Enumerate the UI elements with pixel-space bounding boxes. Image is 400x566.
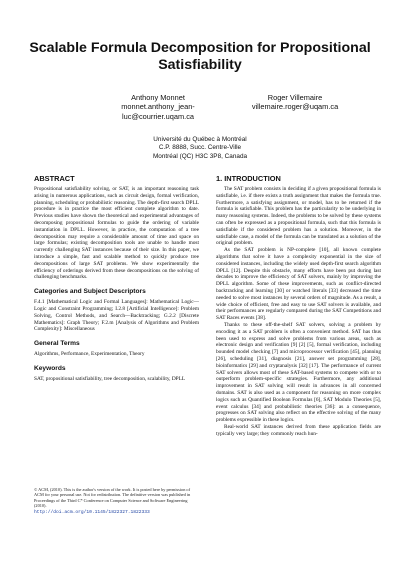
author-email: luc@courrier.uqam.ca (122, 111, 194, 121)
author-name: Anthony Monnet (131, 93, 185, 102)
affiliation-line: Montréal (QC) H3C 3P8, Canada (152, 152, 248, 160)
intro-paragraph: Real-world SAT instances derived from these application fields are typically very large; they commonly reach hun- (216, 423, 381, 437)
categories-text: F.4.1 [Mathematical Logic and Formal Languages]: Mathematical Logic—Logic and Constraint Programming; I.2.8 [Artificial Intelligence]: Problem Solving, Control Methods, and Search—Backtracking; G.2.2 [Discrete Mathematics]: Graph Theory; F.2.m [Analysis of Algorithms and Problem Complexity]: Miscellaneous (34, 299, 199, 333)
author-email: monnet.anthony_jean- (121, 102, 195, 112)
keywords-text: SAT, propositional satisfiability, tree decomposition, scalability, DPLL (34, 375, 186, 382)
intro-paragraph: The SAT problem consists in deciding if a given propositional formula is satisfiable, i.e. if there exists a truth assignment that makes the formula true. Furthermore, a satisfying assignment, or model, has to be returned if the formula is satisfiable. This problem has the particularity to be underlying in many reasoning systems. Indeed, the problems to be solved by these systems can often be expressed as a propositional formula, such that this formula is satisfiable if the considered problem has a solution. Moreover, in the satisfiable case, a model of the formula can be translated as a solution of the original problem. (216, 186, 381, 247)
right-column (216, 174, 381, 437)
left-column (34, 174, 199, 383)
abstract-heading: ABSTRACT (34, 174, 75, 183)
general-terms-text: Algorithms, Performance, Experimentation, Theory (34, 351, 145, 358)
intro-paragraph: As the SAT problem is NP-complete [10], all known complete algorithms that solve it have a complexity exponential in the size of considered instances, including the widely used depth-first search algorithm DPLL [12]. Despite this obstacle, many efforts have been put during last decades to improve the efficiency of SAT solvers, mainly by improving the DPLL algorithm. Some of these improvements, such as conflict-directed backtracking and learning [30] or watched literals [33] decreased the time needed to solve most instances by several orders of magnitude. As a result, a wide choice of efficient, free and easy to use SAT solvers is available, and their performances are regularly compared during the SAT Competitions and SAT Races events [38]. (216, 247, 381, 322)
affiliation-line: Université du Québec à Montréal (153, 136, 247, 143)
affiliation-line: C.P. 8888, Succ. Centre-Ville (158, 144, 242, 152)
abstract-text: Propositional satisfiability solving, or SAT, is an important reasoning task arising in numerous applications, such as circuit design, formal verification, planning, scheduling or probabilistic reasoning. The depth-first search DPLL procedure is in practice the most efficient complete algorithm to date. Previous studies have shown the theoretical and experimental advantages of decomposing propositional formulas to guide the ordering of variable instantiation in DPLL. However, in practice, the computation of a tree decomposition may require a considerable amount of time and space on large formulas; existing decomposition tools are unable to handle most currently challenging SAT instances because of their size. In this paper, we introduce a simple, fast and scalable method to quickly produce tree decompositions of large SAT problems. We show experimentally the efficiency of orderings derived from these decompositions on the solving of challenging benchmarks. (34, 186, 199, 281)
author-email: villemaire.roger@uqam.ca (251, 102, 339, 112)
author-name: Roger Villemaire (267, 93, 323, 102)
affiliation (110, 136, 290, 161)
introduction-heading: 1. INTRODUCTION (216, 174, 281, 183)
categories-heading: Categories and Subject Descriptors (34, 288, 146, 296)
general-terms-heading: General Terms (34, 340, 80, 348)
copyright-text: © ACM, (2010). This is the author's version of the work. It is posted here by permission of ACM for your personal use. Not for redistribution. The definitive version was published in Proceedings of the Third C* Conference on Computer Science and Software Engineering (2010). (34, 487, 191, 509)
copyright-notice (34, 487, 194, 515)
keywords-heading: Keywords (34, 364, 66, 372)
author-block-2 (240, 93, 350, 112)
paper-title: Scalable Formula Decomposition for Propositional Satisfiability (29, 40, 371, 73)
author-block-1 (98, 93, 218, 121)
doi-link[interactable]: http://doi.acm.org/10.1145/1822327.1822333 (34, 509, 150, 515)
intro-paragraph: Thanks to these off-the-shelf SAT solvers, solving a problem by encoding it as a SAT problem is often a convenient method. SAT has thus been used to express and solve problems from various areas, such as electronic design and verification [9] [2] [5], formal verification, including bounded model checking [7] and microprocessor verification [45], planning [26], scheduling [31], diagnosis [21], answer set programming [28], bioinformatics [29] and cryptanalysis [32] [17]. The performance of current SAT solvers allows most of these SAT-based systems to compete with or to outperform problem-specific strategies. Furthermore, any additional improvement in SAT solving will result in advances in all concerned domains. SAT is also used as a component for reasoning on more complex logics such as Quantified Boolean Formulas [6], SAT Modulo Theories [5], event calculus [34] and probabilistic theories [36]: as a consequence, progresses on SAT solving also reflect on the effective solving of the many problems expressible in these logics. (216, 321, 381, 424)
